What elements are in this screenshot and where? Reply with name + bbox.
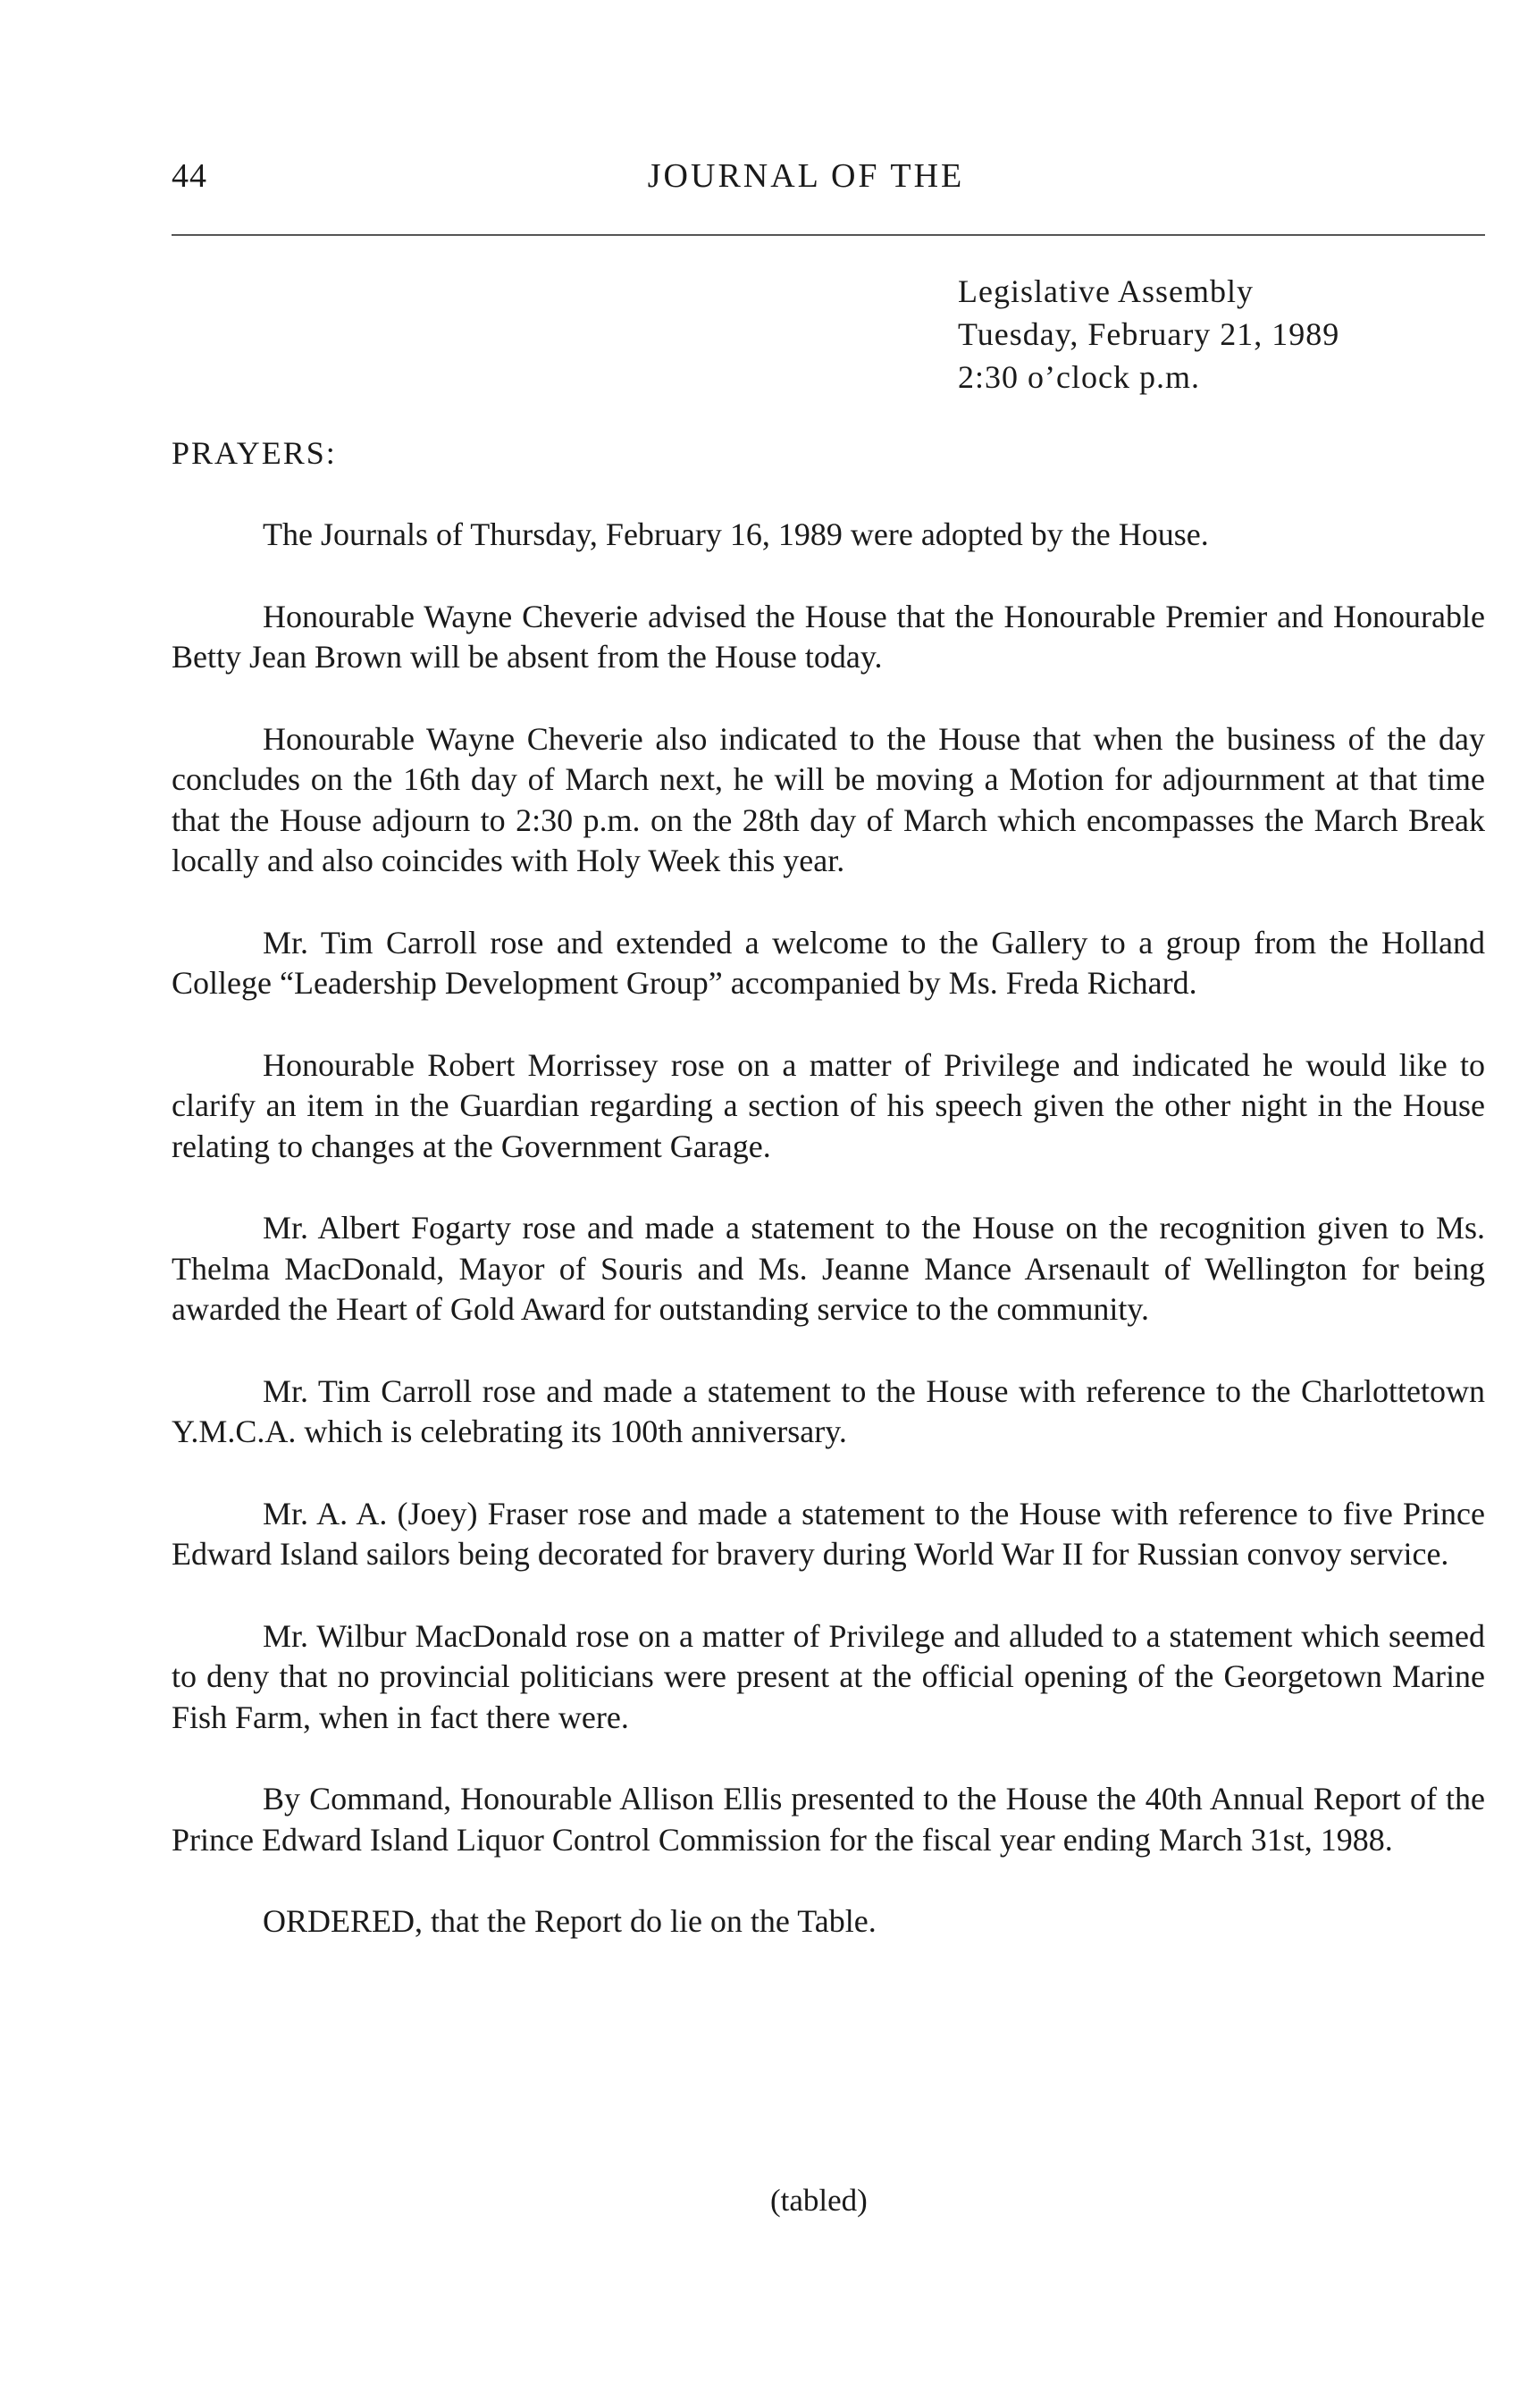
page-header bbox=[172, 156, 1485, 210]
paragraph-ymca-statement: Mr. Tim Carroll rose and made a statement to the House with reference to the Charlottetown Y.M.C.A. which is celebrating its 100th anniversary. bbox=[172, 1372, 1485, 1449]
page-number: 44 bbox=[172, 157, 207, 195]
paragraph-gallery-welcome: Mr. Tim Carroll rose and extended a welcome to the Gallery to a group from the Holland College “Leadership Development Group” accompanied by Ms. Freda Richard. bbox=[172, 924, 1485, 1001]
dateline-assembly: Legislative Assembly bbox=[958, 273, 1254, 309]
paragraph-privilege-morrissey: Honourable Robert Morrissey rose on a matter of Privilege and indicated he would like to clarify an item in the Guardian regarding a section of his speech given the other night in the House relating to changes at the Government Garage. bbox=[172, 1046, 1485, 1164]
paragraph-privilege-macdonald: Mr. Wilbur MacDonald rose on a matter of Privilege and alluded to a statement which seemed to deny that no provincial politicians were present at the official opening of the Georgetown Marine Fish Farm, when in fact there were. bbox=[172, 1617, 1485, 1735]
dateline-time: 2:30 o’clock p.m. bbox=[958, 359, 1200, 395]
paragraph-journals-adopted: The Journals of Thursday, February 16, 1989 were adopted by the House. bbox=[263, 516, 1209, 552]
paragraph-fraser-statement: Mr. A. A. (Joey) Fraser rose and made a statement to the House with reference to five Prince Edward Island sailors being decorated for bravery during World War II for Russian convoy service. bbox=[172, 1495, 1485, 1572]
running-head: JOURNAL OF THE bbox=[647, 157, 965, 195]
journal-body bbox=[172, 515, 1485, 1984]
tabled-note: (tabled) bbox=[770, 2183, 868, 2218]
paragraph-annual-report: By Command, Honourable Allison Ellis presented to the House the 40th Annual Report of the Prince Edward Island Liquor Control Commission for the fiscal year ending March 31st, 1988. bbox=[172, 1781, 1485, 1858]
dateline bbox=[958, 270, 1339, 399]
prayers-heading: PRAYERS: bbox=[172, 435, 337, 471]
dateline-date: Tuesday, February 21, 1989 bbox=[958, 316, 1340, 352]
paragraph-ordered: ORDERED, that the Report do lie on the Table. bbox=[263, 1903, 877, 1939]
paragraph-adjournment-notice: Honourable Wayne Cheverie also indicated to the House that when the business of the day concludes on the 16th day of March next, he will be moving a Motion for adjournment at that time that the House adjourn to 2:30 p.m. on the 28th day of March which encompasses the March Break locally and also coincides with Holy Week this year. bbox=[172, 720, 1485, 878]
paragraph-fogarty-statement: Mr. Albert Fogarty rose and made a statement to the House on the recognition given to Ms. Thelma MacDonald, Mayor of Souris and Ms. Jeanne Mance Arsenault of Wellington for being awarded the Heart of Gold Award for outstanding service to the community. bbox=[172, 1210, 1485, 1327]
header-rule bbox=[172, 234, 1485, 236]
paragraph-absences: Honourable Wayne Cheverie advised the House that the Honourable Premier and Honourable Betty Jean Brown will be absent from the House today. bbox=[172, 598, 1485, 675]
